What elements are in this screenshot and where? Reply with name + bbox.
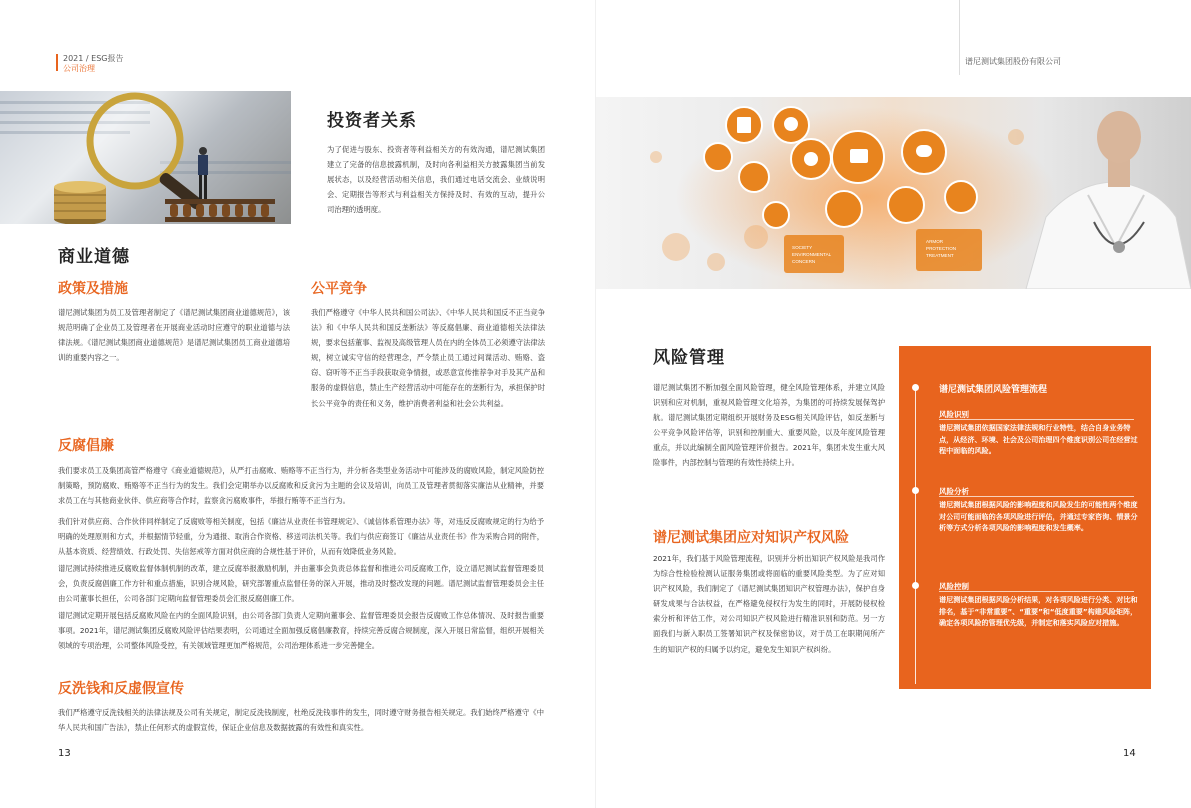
header-accent-bar xyxy=(56,54,58,71)
section-title: 公司治理 xyxy=(63,64,95,73)
policy-heading: 政策及措施 xyxy=(58,281,128,297)
step-control-desc: 谱尼测试集团根据风险分析结果，对各项风险进行分类、对比和排名，基于“非常重要”、“重要”和“低度重要”构建风险矩阵，确定各项风险的管理优先级，并制定和落实风险应对措施。 xyxy=(939,595,1138,628)
magnifier-coins-photo xyxy=(0,91,291,224)
timeline-dot-icon xyxy=(912,384,919,391)
image-label-right-1: ARMOR xyxy=(926,239,944,244)
fair-competition-heading: 公平竞争 xyxy=(311,281,367,297)
doctor-icons-illustration xyxy=(596,97,1191,289)
right-page xyxy=(596,0,1191,808)
step-identify-title: 风险识别 xyxy=(939,410,969,419)
anti-corruption-heading: 反腐倡廉 xyxy=(58,438,114,454)
anti-corruption-text-3: 谱尼测试持续推进反腐败监督体制机制的改革，建立反腐举报激励机制，并由董事会负责总体监督和推进公司反腐败工作，设立谱尼测试监督管理委员会，负责反腐倡廉工作方针和重点措施，识别合规风险，研究部署重点监督任务的深入开展，推动及时整改发现的问题。谱尼测试监督管理委员会主任由公司董事长担任，公司各部门定期向监督管理委员会汇报反腐倡廉工作。 xyxy=(58,564,544,604)
page-number: 13 xyxy=(58,748,71,759)
step-analyze-title: 风险分析 xyxy=(939,487,969,496)
timeline-dot-icon xyxy=(912,487,919,494)
page-number: 14 xyxy=(1123,748,1136,759)
report-title: 2021 / ESG报告 xyxy=(63,54,124,63)
process-timeline-line xyxy=(915,386,916,684)
fair-competition-text: 我们严格遵守《中华人民共和国公司法》、《中华人民共和国反不正当竞争法》和《中华人民共和国反垄断法》等反腐倡廉、商业道德相关法律法规，要求包括董事、监视及高级管理人员在内的全体员工必须遵守法律法规，树立诚实守信的经营理念，严令禁止员工通过间谍活动、贿赂、盗窃、窃听等不正当手段获取竞争情报，或恶意宣传推荐争对手及其产品和服务的虚假信息，禁止生产经营活动中可能存在的垄断行为，承担保护时长公平竞争的责任和义务，维护消费者利益和社会公共利益。 xyxy=(311,308,545,408)
image-label-right-3: TREATMENT xyxy=(926,253,954,258)
anti-corruption-text-4: 谱尼测试定期开展包括反腐败风险在内的全面风险识别，由公司各部门负责人定期向董事会、监督管理委员会报告反腐败工作总体情况、及时报告重要事项。2021年，谱尼测试集团反腐败风险评估结果表明，公司通过全面加强反腐倡廉教育，持续完善反腐合规制度，深入开展日常监督，组织开展相关领域的专项治理，公司整体风险受控，有关领域管理更加严格规范，公司治理体系进一步完善健全。 xyxy=(58,611,544,651)
ip-risk-heading: 谱尼测试集团应对知识产权风险 xyxy=(653,530,849,546)
risk-management-text: 谱尼测试集团不断加强全面风险管理，健全风险管理体系，并建立风险识别和应对机制，重视风险管理文化培养，为集团的可持续发展保驾护航。谱尼测试集团定期组织开展财务及ESG相关风险评估，如反垄断与公平竞争风险评估等，识别和控制重大、重要风险，以及年度风险管理重点，并以此编制全面风险管理评价报告。2021年，集团未发生重大风险事件，内部控制与管理的有效性持续上升。 xyxy=(653,383,885,468)
aml-text: 我们严格遵守反洗钱相关的法律法规及公司有关规定，制定反洗钱制度，杜绝反洗钱事件的发生，同时遵守财务报告相关规定。我们始终严格遵守《中华人民共和国广告法》，禁止任何形式的虚假宣传，保证企业信息及数据披露的有效性和真实性。 xyxy=(58,708,544,733)
image-label-left-1: SOCIETY xyxy=(792,245,813,250)
header-divider xyxy=(959,0,960,75)
doctor-icons-photo xyxy=(596,97,1191,289)
company-name: 谱尼测试集团股份有限公司 xyxy=(965,57,1061,66)
process-title: 谱尼测试集团风险管理流程 xyxy=(939,385,1048,395)
business-ethics-heading: 商业道德 xyxy=(58,247,130,267)
investor-relations-text: 为了促进与股东、投资者等利益相关方的有效沟通，谱尼测试集团建立了完备的信息披露机制，及时向各利益相关方披露集团当前发展状态，以及经营活动相关信息，我们通过电话交流会、业绩说明会、定期报告等形式与利益相关方保持及时、有效的互动，提升公司治理的透明度。 xyxy=(327,145,545,215)
anti-corruption-text-2: 我们针对供应商、合作伙伴同样制定了反腐败等相关制度，包括《廉洁从业责任书管理规定》、《诚信体系管理办法》等，对违反反腐败规定的行为给予明确的处理原则和方式，并根据情节轻重，分为通报、取消合作资格、移送司法机关等。我们与供应商签订《廉洁从业责任书》作为采购合同的附件，从基本资质、经营绩效、行政处罚、失信惩戒等方面对供应商的合规性基于评价，从而有效降低业务风险。 xyxy=(58,517,544,557)
risk-management-heading: 风险管理 xyxy=(653,348,725,368)
step-control-title: 风险控制 xyxy=(939,582,969,591)
step-identify-desc: 谱尼测试集团依据国家法律法规和行业特性，结合自身业务特点，从经济、环境、社会及公司治理四个维度识别公司在经营过程中面临的风险。 xyxy=(939,423,1138,456)
step-divider xyxy=(939,496,1134,497)
image-label-left-3: CONCERN xyxy=(792,259,816,264)
investor-relations-heading: 投资者关系 xyxy=(327,111,417,131)
image-label-right-2: PROTECTION xyxy=(926,246,957,251)
policy-text: 谱尼测试集团为员工及管理者制定了《谱尼测试集团商业道德规范》，该规范明确了企业员工及管理者在开展商业活动时应遵守的职业道德与法律法规。《谱尼测试集团商业道德规范》是谱尼测试集团员工商业道德培训的重要内容之一。 xyxy=(58,308,290,363)
left-page xyxy=(0,0,595,808)
risk-process-panel xyxy=(899,346,1151,689)
step-analyze-desc: 谱尼测试集团根据风险的影响程度和风险发生的可能性两个维度对公司可能面临的各项风险进行评估，并通过专家咨询、情景分析等方式分析各项风险的影响程度和发生概率。 xyxy=(939,500,1138,533)
timeline-dot-icon xyxy=(912,582,919,589)
magnifier-coins-illustration xyxy=(0,91,291,224)
ip-risk-text: 2021年，我们基于风险管理流程，识别并分析出知识产权风险是我司作为综合性检验检测认证服务集团或将面临的重要风险类型。为了应对知识产权风险，我们制定了《谱尼测试集团知识产权管理办法》，保护自身研发成果与合法权益，在严格避免侵权行为发生的同时，开展防侵权检索分析和评估工作，对公司知识产权风险进行精准识别和防范。另一方面我们与新入职员工签署知识产权及保密协议，对于员工在职期间所产生的知识产权的归属予以约定，避免发生知识产权纠纷。 xyxy=(653,554,885,654)
aml-heading: 反洗钱和反虚假宣传 xyxy=(58,681,184,697)
step-divider xyxy=(939,419,1134,420)
step-divider xyxy=(939,591,1134,592)
anti-corruption-text-1: 我们要求员工及集团高管严格遵守《商业道德规范》，从严打击腐败、贿赂等不正当行为，并分析各类型业务活动中可能涉及的腐败风险，制定风险防控制策略，预防腐败、贿赂等不正当行为的发生。我们会定期举办以反腐败和反贪污为主题的会议及培训，向员工及管理者贯彻落实廉洁从业精神，并要求员工在与其他商业伙伴、供应商等合作时，监察贪污腐败事件，举报行贿等不正当行为。 xyxy=(58,466,544,506)
image-label-left-2: ENVIRONMENTAL xyxy=(792,252,832,257)
